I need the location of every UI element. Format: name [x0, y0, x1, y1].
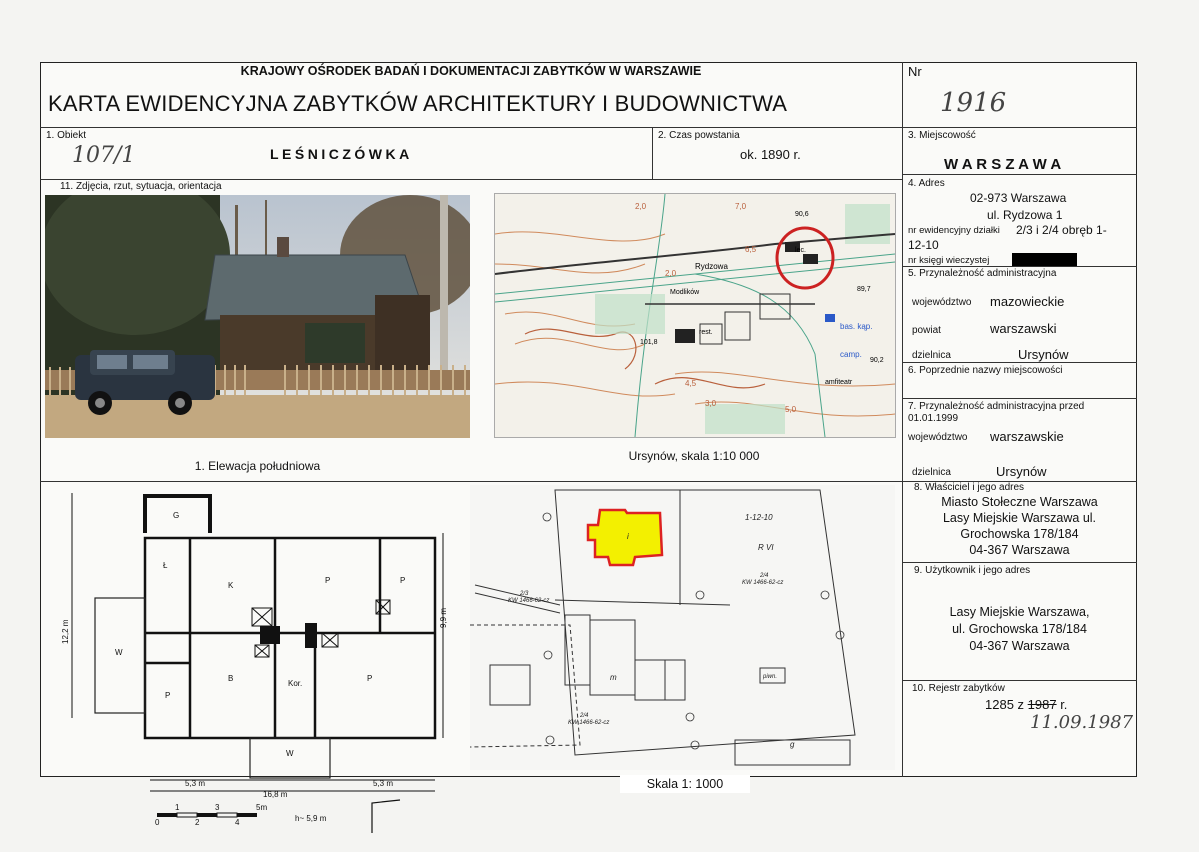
building-i: i: [627, 532, 629, 541]
miejscowosc-value: W A R S Z A W A: [944, 156, 1062, 173]
dim-a: 5,3 m: [185, 779, 206, 788]
land-class: R VI: [758, 543, 774, 552]
kw-label: 2/4: [580, 713, 589, 719]
powiat-value: warszawski: [990, 321, 1057, 336]
scalebar-4: 4: [235, 818, 240, 827]
scalebar-3: 3: [215, 803, 220, 812]
woj-value: mazowieckie: [990, 294, 1065, 309]
dzielnica-value: Ursynów: [1018, 347, 1069, 362]
adres-label: 4. Adres: [908, 178, 945, 189]
room-G: G: [173, 511, 180, 520]
room-K: K: [228, 581, 234, 590]
dim-depth: 9,9 m: [439, 607, 448, 628]
zdjecia-label: 11. Zdjęcia, rzut, sytuacja, orientacja: [60, 181, 222, 192]
building-m: m: [610, 673, 617, 682]
scalebar-2: 2: [195, 818, 200, 827]
institution-name: KRAJOWY OŚRODEK BADAŃ I DOKUMENTACJI ZABYTKÓW W WARSZAWIE: [240, 64, 702, 78]
divider: [652, 127, 653, 179]
obiekt-code: 107/1: [72, 143, 136, 168]
nr-value: 1916: [940, 88, 1007, 118]
obiekt-label: 1. Obiekt: [46, 130, 87, 141]
kw-label: 2/4: [760, 573, 769, 579]
scalebar-1: 1: [175, 803, 180, 812]
nr-label: Nr: [908, 64, 922, 79]
map-elevation: 101,8: [640, 339, 658, 346]
building-g: g: [790, 740, 795, 749]
redacted-block: [1012, 253, 1077, 266]
kw-label: KW 1466-62-cz: [508, 598, 550, 604]
map-label-rest: rest.: [699, 329, 713, 336]
kw-label: KW 1466-62-cz: [568, 720, 610, 726]
wlasciciel-label: 8. Właściciel i jego adres: [914, 482, 1025, 493]
room-W: W: [286, 749, 294, 758]
obiekt-value: LEŚNICZÓWKA: [270, 146, 413, 162]
przed1999-label: 7. Przynależność administracyjna przed: [908, 401, 1085, 412]
site-plan: [470, 485, 895, 770]
wlasciciel-line1: Miasto Stołeczne Warszawa: [941, 495, 1098, 509]
uzytkownik-line1: Lasy Miejskie Warszawa,: [949, 605, 1090, 619]
room-P: P: [367, 674, 373, 683]
ksiega-label: nr księgi wieczystej: [908, 255, 990, 266]
czas-value: ok. 1890 r.: [740, 147, 801, 162]
photo-south-elevation: [45, 195, 470, 438]
map-elevation: 6,5: [745, 245, 757, 254]
divider: [902, 562, 1137, 563]
location-map: [494, 193, 896, 438]
divider: [902, 266, 1137, 267]
przynaleznosc-label: 5. Przynależność administracyjna: [908, 268, 1057, 279]
kw-label: KW 1466-62-cz: [742, 580, 784, 586]
uzytkownik-line3: 04-367 Warszawa: [969, 639, 1070, 653]
dim-total: 16,8 m: [263, 790, 288, 799]
map-elevation: 2,0: [665, 269, 677, 278]
scalebar-0: 0: [155, 818, 160, 827]
dzialka-label: nr ewidencyjny działki: [908, 225, 1000, 236]
divider: [902, 398, 1137, 399]
przed-woj-label: województwo: [908, 432, 968, 443]
kw-label: 2/3: [520, 591, 529, 597]
map-elevation: 90,2: [870, 357, 884, 364]
przed-dzielnica-label: dzielnica: [912, 467, 951, 478]
map-elevation: 89,7: [857, 286, 871, 293]
card-title: KARTA EWIDENCYJNA ZABYTKÓW ARCHITEKTURY I BUDOWNICTWA: [48, 91, 788, 116]
czas-label: 2. Czas powstania: [658, 130, 740, 141]
site-caption: Skala 1: 1000: [620, 775, 750, 793]
room-L: Ł: [163, 561, 168, 570]
divider: [40, 179, 902, 180]
dzialka-value-cont: 12-10: [908, 238, 939, 252]
room-P: P: [325, 576, 331, 585]
divider: [902, 362, 1137, 363]
przed1999-date: 01.01.1999: [908, 413, 959, 424]
map-elevation: 90,6: [795, 211, 809, 218]
photo-caption: 1. Elewacja południowa: [194, 459, 321, 473]
przed-woj-value: warszawskie: [990, 429, 1064, 444]
uzytkownik-line2: ul. Grochowska 178/184: [952, 622, 1087, 636]
map-elevation: 4,5: [685, 379, 697, 388]
powiat-label: powiat: [912, 325, 941, 336]
miejscowosc-label: 3. Miejscowość: [908, 130, 976, 141]
map-label-street: Rydzowa: [695, 262, 728, 271]
divider: [902, 680, 1137, 681]
wlasciciel-line2: Lasy Miejskie Warszawa ul.: [942, 511, 1097, 525]
woj-label: województwo: [912, 297, 972, 308]
divider: [40, 127, 1137, 128]
map-label-bas: bas. kąp.: [840, 322, 873, 331]
map-elevation: 5,0: [785, 405, 797, 414]
wlasciciel-line3: Grochowska 178/184: [960, 527, 1079, 541]
height-note: h~ 5,9 m: [295, 814, 327, 823]
floor-plan: [60, 488, 450, 833]
poprzednie-label: 6. Poprzednie nazwy miejscowości: [908, 365, 1063, 376]
adres-line2: ul. Rydzowa 1: [987, 208, 1063, 222]
map-label-amf: amfiteatr: [825, 379, 853, 386]
rejestr-value: 1285 z 1987 r.: [985, 697, 1068, 712]
adres-line1: 02-973 Warszawa: [970, 191, 1067, 205]
przed-dzielnica-value: Ursynów: [996, 464, 1047, 479]
dzialka-value: 2/3 i 2/4 obręb 1-: [1016, 223, 1107, 237]
room-P: P: [400, 576, 406, 585]
dim-b: 5,3 m: [373, 779, 394, 788]
map-caption: Ursynów, skala 1:10 000: [628, 449, 760, 463]
dim-height: 12,2 m: [61, 619, 70, 644]
map-label-lec: lec.: [795, 247, 806, 254]
piwn-label: piwn.: [763, 674, 778, 680]
map-elevation: 3,0: [705, 399, 717, 408]
plot-number: 1-12-10: [745, 513, 773, 522]
rejestr-handwritten-date: 11.09.1987: [1030, 712, 1134, 733]
dzielnica-label: dzielnica: [912, 350, 951, 361]
map-label-mod: Modlików: [670, 289, 700, 296]
rejestr-label: 10. Rejestr zabytków: [912, 683, 1005, 694]
scale-bar: [157, 813, 257, 817]
map-elevation: 7,0: [735, 202, 747, 211]
scalebar-5: 5m: [256, 803, 268, 812]
uzytkownik-label: 9. Użytkownik i jego adres: [914, 565, 1031, 576]
wlasciciel-line4: 04-367 Warszawa: [969, 543, 1070, 557]
right-column-divider: [902, 62, 903, 777]
room-B: B: [228, 674, 234, 683]
map-elevation: 2,0: [635, 202, 647, 211]
divider: [902, 174, 1137, 175]
room-P: P: [165, 691, 171, 700]
room-Kor: Kor.: [288, 679, 303, 688]
map-label-camp: camp.: [840, 350, 862, 359]
room-W: W: [115, 648, 123, 657]
